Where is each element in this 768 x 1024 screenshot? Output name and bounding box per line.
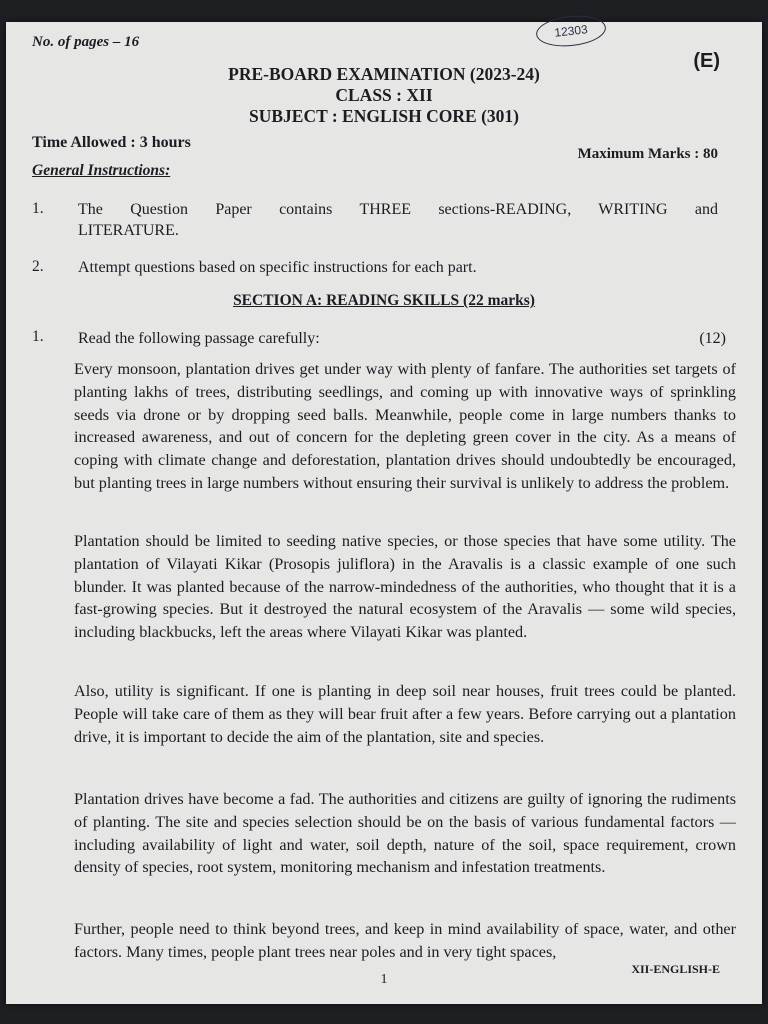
subject-label: SUBJECT : ENGLISH CORE (301) [248, 106, 519, 126]
passage-paragraph: Plantation should be limited to seeding native species, or those species that have some utility. The plantation of Vilayati Kikar (Prosopis juliflora) in the Aravalis is a classic example of one such blunder. It was planted because of the narrow-mindedness of the authorities, who thought that it is a fast-growing species. But it destroyed the natural ecosystem of the Aravalis — some wild species, including blackbucks, left the areas where Vilayati Kikar was planted. [74, 532, 736, 642]
question-text: Read the following passage carefully: [78, 330, 320, 347]
exam-title: PRE-BOARD EXAMINATION (2023-24) [228, 64, 540, 84]
passage-paragraph: Every monsoon, plantation drives get under way with plenty of fanfare. The authorities set targets of planting lakhs of trees, distributing seedlings, and coming up with innovative ways of sprinkling seeds via drone or by dropping seed balls. Meanwhile, people come in large numbers thanks to increased awareness, and out of concern for the depleting green cover in the city. As a means of coping with climate change and deforestation, plantation drives should undoubtedly be encouraged, but planting trees in large numbers without ensuring their survival is unlikely to address the problem. [74, 360, 736, 492]
passage-paragraph: Further, people need to think beyond trees, and keep in mind availability of space, water, and other factors. Many times, people plant trees near poles and in very tight spaces, [74, 920, 736, 961]
general-instructions-heading: General Instructions: [32, 162, 171, 179]
time-allowed: Time Allowed : 3 hours [32, 134, 191, 151]
page-number: 1 [380, 972, 388, 987]
footer-code: XII-ENGLISH-E [631, 962, 720, 976]
pages-note: No. of pages – 16 [32, 34, 140, 50]
instruction-text: The Question Paper contains THREE sections-READING, WRITING and [78, 201, 718, 218]
series-label: (E) [693, 50, 720, 72]
instruction-number: 1. [32, 200, 44, 217]
section-a-title: SECTION A: READING SKILLS (22 marks) [233, 292, 535, 309]
question-marks: (12) [699, 330, 726, 347]
instruction-number: 2. [32, 258, 44, 275]
maximum-marks: Maximum Marks : 80 [577, 146, 718, 162]
passage-paragraph: Also, utility is significant. If one is planting in deep soil near houses, fruit trees could be planted. People will take care of them as they will bear fruit after a few years. Before carrying out a plantation drive, it is important to decide the aim of the plantation, site and species. [74, 682, 736, 746]
instruction-text: Attempt questions based on specific instructions for each part. [78, 259, 477, 276]
handwritten-stamp: 12303 [535, 12, 608, 49]
class-label: CLASS : XII [335, 85, 433, 105]
exam-page [6, 22, 762, 1004]
instruction-text-cont: LITERATURE. [78, 222, 179, 239]
passage-paragraph: Plantation drives have become a fad. The authorities and citizens are guilty of ignoring the rudiments of planting. The site and species selection should be on the basis of various fundamental factors — including availability of light and water, soil depth, nature of the soil, space requirement, crown density of species, root system, monitoring mechanism and infestation treatments. [74, 790, 736, 877]
question-number: 1. [32, 328, 44, 345]
